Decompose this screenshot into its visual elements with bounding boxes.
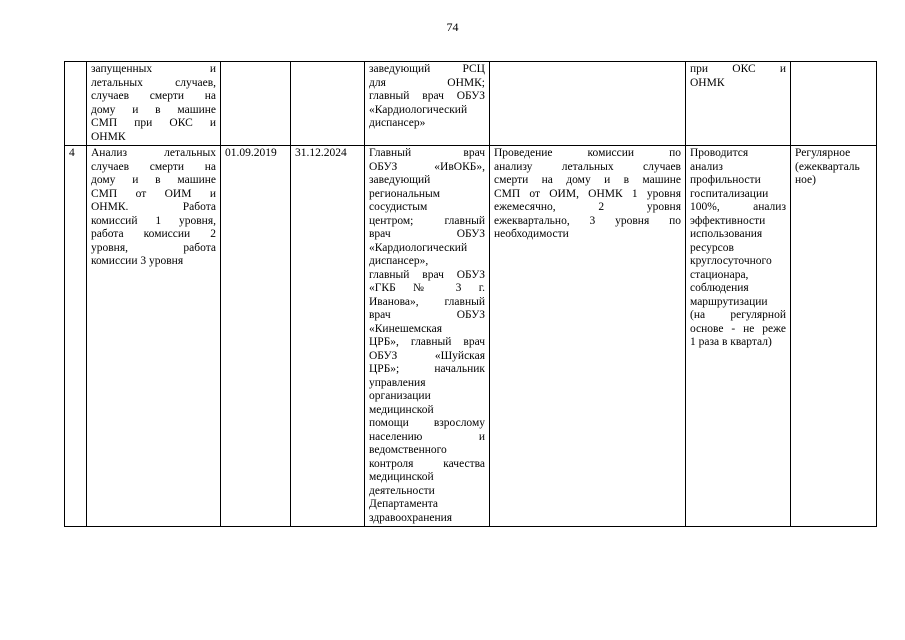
text-line: летальных случаев,: [91, 76, 216, 89]
text-line: маршрутизации: [690, 295, 768, 308]
table-row-continued: [65, 62, 877, 146]
text-line: ОНМК: [690, 76, 725, 89]
text-line: смерти на дому и в машине: [494, 174, 681, 186]
text-line: организации: [369, 390, 431, 402]
text-line: Иванова», главный: [369, 295, 485, 308]
text-line: анализ: [690, 160, 723, 173]
text-line: «Кинешемская: [369, 322, 442, 335]
text-line: использования: [690, 228, 763, 240]
text-line: СМП от ОИМ, ОНМК 1 уровня: [494, 187, 681, 200]
text-line: СМП при ОКС и: [91, 117, 216, 129]
cell-description: [87, 146, 221, 527]
text-line: сосудистым: [369, 201, 428, 213]
text-line: Регулярное: [795, 147, 851, 159]
text-line: профильности: [690, 174, 761, 186]
text-line: ОБУЗ «ИвОКБ»,: [369, 160, 485, 173]
text-line: деятельности: [369, 484, 435, 497]
text-line: ОНМК: [91, 130, 126, 143]
text-line: здравоохранения: [369, 511, 453, 524]
cell-frequency: [791, 62, 877, 146]
text-line: СМП от ОИМ и: [91, 187, 216, 200]
text-line: госпитализации: [690, 187, 769, 200]
page-number: 74: [446, 20, 459, 34]
text-line: главный врач ОБУЗ: [369, 268, 485, 281]
text-line: случаев смерти на: [91, 160, 216, 173]
text-line: необходимости: [494, 228, 569, 240]
table-row: [65, 146, 877, 527]
text-line: запущенных и: [91, 63, 216, 75]
cell-frequency: [791, 146, 877, 527]
text-line: медицинской: [369, 471, 434, 483]
text-line: ведомственного: [369, 444, 447, 456]
text-line: ОБУЗ «Шуйская: [369, 349, 485, 362]
text-line: главный врач ОБУЗ: [369, 90, 485, 102]
text-line: диспансер»,: [369, 255, 429, 267]
text-line: ЦРБ», главный врач: [369, 336, 485, 348]
text-line: заведующий РСЦ: [369, 63, 485, 75]
text-line: случаев смерти на: [91, 90, 216, 102]
text-line: заведующий: [369, 174, 431, 186]
cell-responsible: [365, 146, 490, 527]
text-line: анализу летальных случаев: [494, 160, 681, 173]
text-line: соблюдения: [690, 282, 749, 294]
action-plan-table: [64, 61, 877, 527]
text-line: врач ОБУЗ: [369, 228, 485, 240]
text-line: дому и в машине: [91, 103, 216, 116]
text-line: контроля качества: [369, 457, 485, 470]
text-line: ежемесячно, 2 уровня: [494, 201, 681, 213]
cell-responsible: [365, 62, 490, 146]
text-line: диспансер»: [369, 117, 426, 129]
cell-number: 4: [65, 146, 87, 527]
cell-indicator: [686, 62, 791, 146]
text-line: 1 раза в квартал): [690, 336, 772, 348]
text-line: дому и в машине: [91, 174, 216, 186]
cell-result: [490, 146, 686, 527]
text-line: помощи взрослому: [369, 417, 485, 429]
text-line: круглосуточного: [690, 255, 772, 267]
cell-description: [87, 62, 221, 146]
cell-start-date: 01.09.2019: [221, 146, 291, 527]
text-line: (ежекварталь: [795, 160, 860, 173]
text-line: Главный врач: [369, 147, 485, 159]
text-line: врач ОБУЗ: [369, 309, 485, 321]
text-line: ОНМК. Работа: [91, 201, 216, 213]
text-line: комиссий 1 уровня,: [91, 214, 216, 227]
text-line: Проводится: [690, 147, 749, 159]
text-line: 100%, анализ: [690, 201, 786, 213]
text-line: ное): [795, 174, 816, 186]
text-line: для ОНМК;: [369, 76, 485, 89]
text-line: «ГКБ № 3 г.: [369, 282, 485, 294]
cell-end-date: [291, 62, 365, 146]
cell-number: [65, 62, 87, 146]
text-line: «Кардиологический: [369, 241, 468, 254]
text-line: Проведение комиссии по: [494, 147, 681, 159]
cell-result: [490, 62, 686, 146]
text-line: уровня, работа: [91, 241, 216, 254]
text-line: основе - не реже: [690, 322, 786, 335]
text-line: ЦРБ»; начальник: [369, 363, 485, 375]
text-line: управления: [369, 376, 426, 389]
text-line: эффективности: [690, 214, 766, 227]
text-line: (на регулярной: [690, 309, 786, 321]
text-line: стационара,: [690, 268, 749, 281]
cell-start-date: [221, 62, 291, 146]
text-line: Анализ летальных: [91, 147, 216, 159]
text-line: региональным: [369, 187, 440, 200]
text-line: комиссии 3 уровня: [91, 255, 184, 267]
text-line: при ОКС и: [690, 63, 786, 75]
text-line: центром; главный: [369, 214, 485, 227]
text-line: «Кардиологический: [369, 103, 468, 116]
text-line: ресурсов: [690, 241, 734, 254]
text-line: населению и: [369, 430, 485, 443]
cell-indicator: [686, 146, 791, 527]
text-line: Департамента: [369, 498, 439, 510]
text-line: работа комиссии 2: [91, 228, 216, 240]
text-line: медицинской: [369, 403, 434, 416]
text-line: ежеквартально, 3 уровня по: [494, 214, 681, 227]
cell-end-date: 31.12.2024: [291, 146, 365, 527]
